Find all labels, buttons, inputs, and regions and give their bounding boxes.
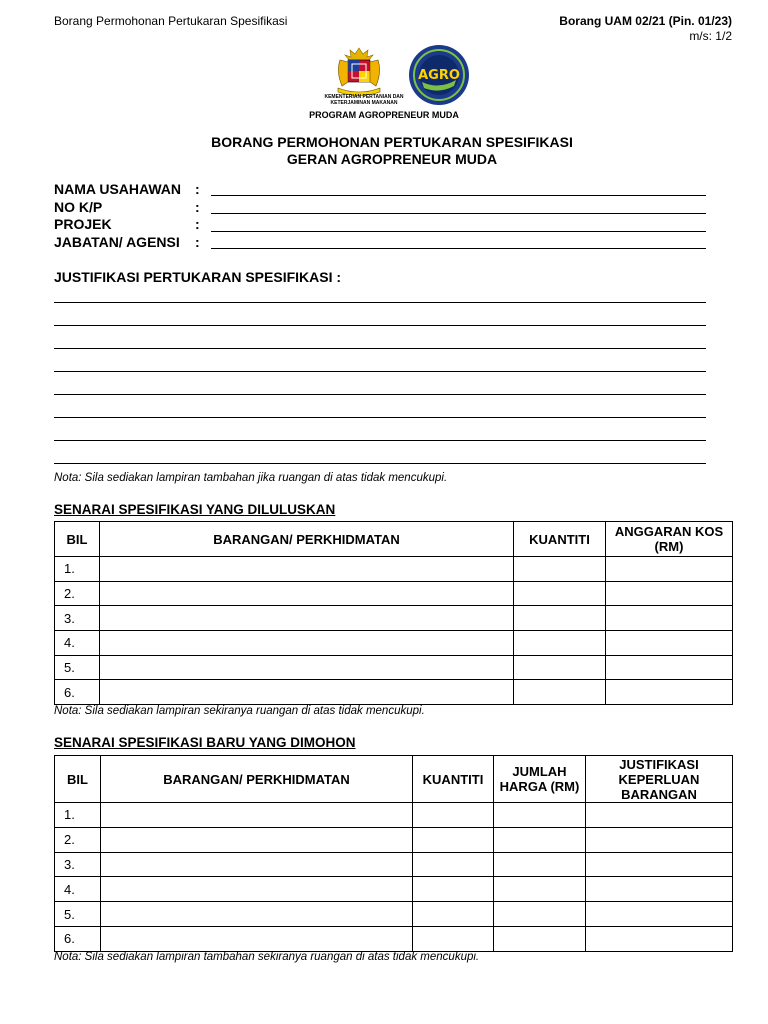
row-number: 2. bbox=[55, 827, 101, 852]
total-price-cell[interactable] bbox=[494, 902, 586, 927]
field-colon: : bbox=[195, 199, 200, 215]
justification-heading: JUSTIFIKASI PERTUKARAN SPESIFIKASI : bbox=[54, 269, 342, 285]
item-cell[interactable] bbox=[101, 926, 413, 951]
program-name: PROGRAM AGROPRENEUR MUDA bbox=[309, 110, 459, 120]
malaysia-coat-of-arms-logo bbox=[330, 46, 388, 98]
nama-usahawan-field[interactable] bbox=[211, 195, 706, 196]
new-spec-title: SENARAI SPESIFIKASI BARU YANG DIMOHON bbox=[54, 735, 356, 750]
no-kp-field[interactable] bbox=[211, 213, 706, 214]
quantity-cell[interactable] bbox=[413, 827, 494, 852]
row-number: 6. bbox=[55, 680, 100, 705]
justification-line[interactable] bbox=[54, 348, 706, 349]
item-cell[interactable] bbox=[100, 631, 514, 656]
jabatan-agensi-label: JABATAN/ AGENSI bbox=[54, 234, 180, 250]
justification-cell[interactable] bbox=[586, 877, 733, 902]
justification-cell[interactable] bbox=[586, 926, 733, 951]
column-header: BIL bbox=[55, 756, 101, 803]
quantity-cell[interactable] bbox=[514, 581, 606, 606]
form-header-code bbox=[559, 14, 732, 44]
item-cell[interactable] bbox=[101, 852, 413, 877]
agro-logo-text: AGRO bbox=[418, 68, 460, 83]
table-row bbox=[55, 606, 733, 631]
table-row bbox=[55, 852, 733, 877]
table-header-row bbox=[55, 522, 733, 557]
approved-spec-note: Nota: Sila sediakan lampiran sekiranya ruangan di atas tidak mencukupi. bbox=[54, 705, 425, 717]
field-colon: : bbox=[195, 181, 200, 197]
cost-cell[interactable] bbox=[606, 581, 733, 606]
column-header: JUSTIFIKASI KEPERLUAN BARANGAN bbox=[586, 756, 733, 803]
justification-cell[interactable] bbox=[586, 803, 733, 828]
form-subtitle: GERAN AGROPRENEUR MUDA bbox=[286, 151, 498, 167]
cost-cell[interactable] bbox=[606, 606, 733, 631]
form-code: Borang UAM 02/21 (Pin. 01/23) bbox=[559, 14, 732, 28]
justification-line[interactable] bbox=[54, 417, 706, 418]
new-spec-note: Nota: Sila sediakan lampiran tambahan sekiranya ruangan di atas tidak mencukupi. bbox=[54, 951, 480, 963]
justification-line[interactable] bbox=[54, 371, 706, 372]
table-row bbox=[55, 680, 733, 705]
item-cell[interactable] bbox=[100, 606, 514, 631]
row-number: 4. bbox=[55, 877, 101, 902]
table-row bbox=[55, 631, 733, 656]
table-row bbox=[55, 902, 733, 927]
row-number: 2. bbox=[55, 581, 100, 606]
justification-line[interactable] bbox=[54, 463, 706, 464]
cost-cell[interactable] bbox=[606, 557, 733, 582]
item-cell[interactable] bbox=[100, 581, 514, 606]
column-header: ANGGARAN KOS (RM) bbox=[606, 522, 733, 557]
item-cell[interactable] bbox=[100, 655, 514, 680]
justification-line[interactable] bbox=[54, 394, 706, 395]
quantity-cell[interactable] bbox=[514, 680, 606, 705]
item-cell[interactable] bbox=[101, 902, 413, 927]
no-kp-label: NO K/P bbox=[54, 199, 103, 215]
table-row bbox=[55, 926, 733, 951]
quantity-cell[interactable] bbox=[514, 631, 606, 656]
quantity-cell[interactable] bbox=[413, 926, 494, 951]
quantity-cell[interactable] bbox=[514, 655, 606, 680]
justification-line[interactable] bbox=[54, 302, 706, 303]
approved-spec-title: SENARAI SPESIFIKASI YANG DILULUSKAN bbox=[54, 502, 336, 517]
quantity-cell[interactable] bbox=[413, 902, 494, 927]
column-header: KUANTITI bbox=[413, 756, 494, 803]
item-cell[interactable] bbox=[101, 803, 413, 828]
form-title: BORANG PERMOHONAN PERTUKARAN SPESIFIKASI bbox=[211, 134, 573, 150]
jabatan-agensi-field[interactable] bbox=[211, 248, 706, 249]
justification-line[interactable] bbox=[54, 325, 706, 326]
ministry-name: KEMENTERIAN PERTANIAN DAN KETERJAMINAN MAKANAN bbox=[324, 94, 404, 106]
quantity-cell[interactable] bbox=[413, 852, 494, 877]
justification-cell[interactable] bbox=[586, 852, 733, 877]
quantity-cell[interactable] bbox=[413, 877, 494, 902]
table-row bbox=[55, 827, 733, 852]
item-cell[interactable] bbox=[100, 557, 514, 582]
cost-cell[interactable] bbox=[606, 680, 733, 705]
quantity-cell[interactable] bbox=[514, 557, 606, 582]
field-colon: : bbox=[195, 216, 200, 232]
table-row bbox=[55, 655, 733, 680]
justification-line[interactable] bbox=[54, 440, 706, 441]
projek-label: PROJEK bbox=[54, 216, 112, 232]
approved-spec-table bbox=[54, 521, 733, 705]
cost-cell[interactable] bbox=[606, 631, 733, 656]
row-number: 6. bbox=[55, 926, 101, 951]
total-price-cell[interactable] bbox=[494, 877, 586, 902]
projek-field[interactable] bbox=[211, 231, 706, 232]
table-header-row bbox=[55, 756, 733, 803]
total-price-cell[interactable] bbox=[494, 852, 586, 877]
table-row bbox=[55, 581, 733, 606]
field-colon: : bbox=[195, 234, 200, 250]
column-header: BARANGAN/ PERKHIDMATAN bbox=[100, 522, 514, 557]
quantity-cell[interactable] bbox=[413, 803, 494, 828]
table-row bbox=[55, 557, 733, 582]
row-number: 4. bbox=[55, 631, 100, 656]
agropreneur-logo bbox=[408, 44, 470, 106]
table-row bbox=[55, 877, 733, 902]
row-number: 3. bbox=[55, 606, 100, 631]
quantity-cell[interactable] bbox=[514, 606, 606, 631]
row-number: 5. bbox=[55, 902, 101, 927]
nama-usahawan-label: NAMA USAHAWAN bbox=[54, 181, 182, 197]
page-number: m/s: 1/2 bbox=[689, 29, 732, 43]
new-spec-table bbox=[54, 755, 733, 952]
justification-note: Nota: Sila sediakan lampiran tambahan jika ruangan di atas tidak mencukupi. bbox=[54, 472, 448, 484]
row-number: 1. bbox=[55, 803, 101, 828]
form-header-title: Borang Permohonan Pertukaran Spesifikasi bbox=[54, 14, 288, 28]
item-cell[interactable] bbox=[101, 827, 413, 852]
row-number: 3. bbox=[55, 852, 101, 877]
total-price-cell[interactable] bbox=[494, 827, 586, 852]
column-header: KUANTITI bbox=[514, 522, 606, 557]
column-header: BIL bbox=[55, 522, 100, 557]
table-row bbox=[55, 803, 733, 828]
total-price-cell[interactable] bbox=[494, 926, 586, 951]
column-header: BARANGAN/ PERKHIDMATAN bbox=[101, 756, 413, 803]
column-header: JUMLAH HARGA (RM) bbox=[494, 756, 586, 803]
justification-cell[interactable] bbox=[586, 902, 733, 927]
item-cell[interactable] bbox=[101, 877, 413, 902]
row-number: 5. bbox=[55, 655, 100, 680]
justification-cell[interactable] bbox=[586, 827, 733, 852]
item-cell[interactable] bbox=[100, 680, 514, 705]
cost-cell[interactable] bbox=[606, 655, 733, 680]
row-number: 1. bbox=[55, 557, 100, 582]
total-price-cell[interactable] bbox=[494, 803, 586, 828]
